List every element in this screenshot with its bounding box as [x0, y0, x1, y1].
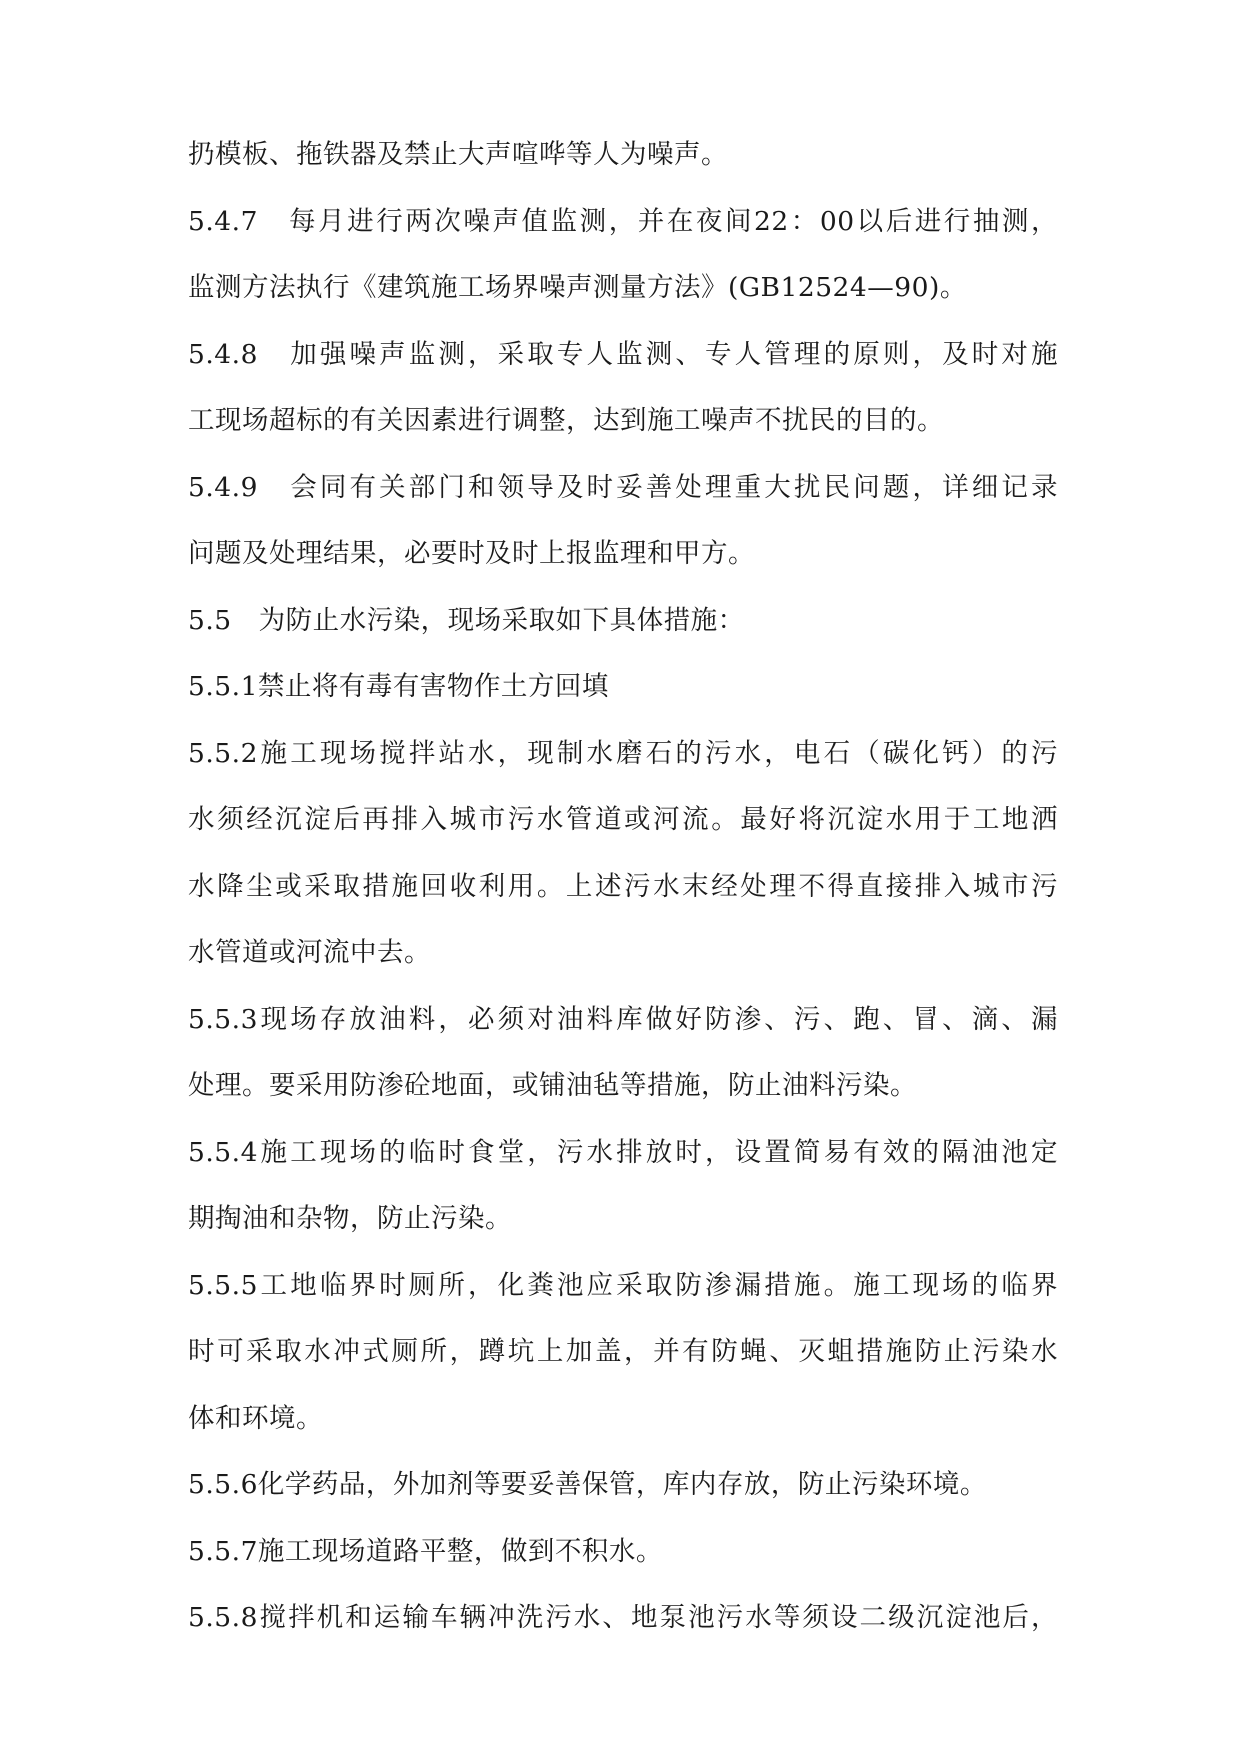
- text-line: 5.5.7施工现场道路平整，做到不积水。: [188, 1535, 663, 1567]
- text-line: 5.5.5工地临界时厕所，化粪池应采取防渗漏措施。施工现场的临界: [188, 1269, 1058, 1301]
- text-line: 5.5.4施工现场的临时食堂，污水排放时，设置简易有效的隔油池定: [188, 1136, 1058, 1168]
- text-line: 5.5 为防止水污染，现场采取如下具体措施：: [188, 604, 745, 636]
- text-line: 5.5.8搅拌机和运输车辆冲洗污水、地泵池污水等须设二级沉淀池后，: [188, 1602, 1058, 1633]
- text-line: 5.5.6化学药品，外加剂等要妥善保管，库内存放，防止污染环境。: [188, 1469, 987, 1500]
- text-line: 监测方法执行《建筑施工场界噪声测量方法》(GB12524—90)。: [188, 272, 967, 303]
- text-line: 5.4.9 会同有关部门和领导及时妥善处理重大扰民问题，详细记录: [188, 471, 1058, 503]
- text-line: 水管道或河流中去。: [188, 937, 431, 968]
- text-line: 水须经沉淀后再排入城市污水管道或河流。最好将沉淀水用于工地洒: [188, 804, 1058, 835]
- text-line: 5.5.1禁止将有毒有害物作土方回填: [188, 671, 609, 702]
- body-text: [188, 122, 1058, 1652]
- text-line: 问题及处理结果，必要时及时上报监理和甲方。: [188, 538, 755, 569]
- text-line: 扔模板、拖铁器及禁止大声喧哗等人为噪声。: [188, 139, 728, 170]
- text-line: 工现场超标的有关因素进行调整，达到施工噪声不扰民的目的。: [188, 405, 944, 436]
- text-line: 时可采取水冲式厕所，蹲坑上加盖，并有防蝇、灭蛆措施防止污染水: [188, 1336, 1058, 1367]
- text-line: 水降尘或采取措施回收利用。上述污水末经处理不得直接排入城市污: [188, 870, 1058, 902]
- text-line: 体和环境。: [188, 1402, 323, 1434]
- text-line: 5.5.2施工现场搅拌站水，现制水磨石的污水，电石（碳化钙）的污: [188, 737, 1058, 769]
- text-line: 5.5.3现场存放油料，必须对油料库做好防渗、污、跑、冒、滴、漏: [188, 1003, 1058, 1035]
- text-line: 期掏油和杂物，防止污染。: [188, 1203, 512, 1234]
- text-line: 5.4.8 加强噪声监测，采取专人监测、专人管理的原则，及时对施: [188, 338, 1058, 370]
- text-line: 5.4.7 每月进行两次噪声值监测，并在夜间22：00以后进行抽测，: [188, 205, 1058, 237]
- text-line: 处理。要采用防渗砼地面，或铺油毡等措施，防止油料污染。: [188, 1070, 917, 1101]
